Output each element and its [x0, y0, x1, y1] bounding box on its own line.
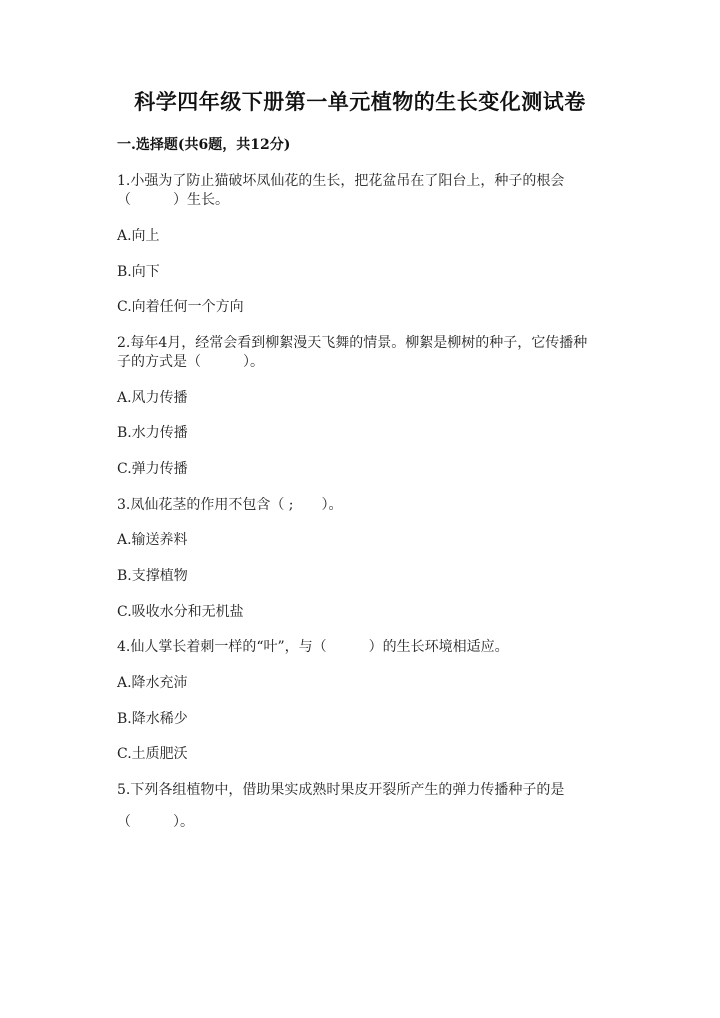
section-heading: 一.选择题(共6题，共12分) — [117, 137, 291, 153]
question-3-option-a: A.输送养料 — [117, 532, 188, 548]
page-title: 科学四年级下册第一单元植物的生长变化测试卷 — [134, 89, 586, 114]
question-1-option-c: C.向着任何一个方向 — [117, 299, 244, 315]
question-1-option-b: B.向下 — [117, 264, 160, 280]
question-3-option-b: B.支撑植物 — [117, 568, 188, 584]
question-1-stem-line-1: 1.小强为了防止猫破坏凤仙花的生长，把花盆吊在了阳台上，种子的根会 — [117, 173, 565, 189]
question-1-option-a: A.向上 — [117, 228, 160, 244]
question-2-stem-line-2: 子的方式是（ ）。 — [117, 354, 264, 370]
question-2-option-a: A.风力传播 — [117, 390, 188, 406]
question-4-option-b: B.降水稀少 — [117, 711, 188, 727]
question-5-stem-line-2: （ ）。 — [117, 814, 194, 830]
question-3-stem-line-1: 3.凤仙花茎的作用不包含（ ; ）。 — [117, 497, 343, 513]
question-2-option-c: C.弹力传播 — [117, 461, 188, 477]
question-4-option-a: A.降水充沛 — [117, 675, 188, 691]
question-3-option-c: C.吸收水分和无机盐 — [117, 604, 244, 620]
question-4-stem-line-1: 4.仙人掌长着刺一样的“叶”，与（ ）的生长环境相适应。 — [117, 639, 509, 655]
question-4-option-c: C.土质肥沃 — [117, 746, 188, 762]
question-2-option-b: B.水力传播 — [117, 425, 188, 441]
question-2-stem-line-1: 2.每年4月，经常会看到柳絮漫天飞舞的情景。柳絮是柳树的种子，它传播种 — [117, 335, 588, 351]
question-1-stem-line-2: （ ）生长。 — [117, 192, 229, 208]
question-5-stem-line-1: 5.下列各组植物中，借助果实成熟时果皮开裂所产生的弹力传播种子的是 — [117, 782, 565, 798]
